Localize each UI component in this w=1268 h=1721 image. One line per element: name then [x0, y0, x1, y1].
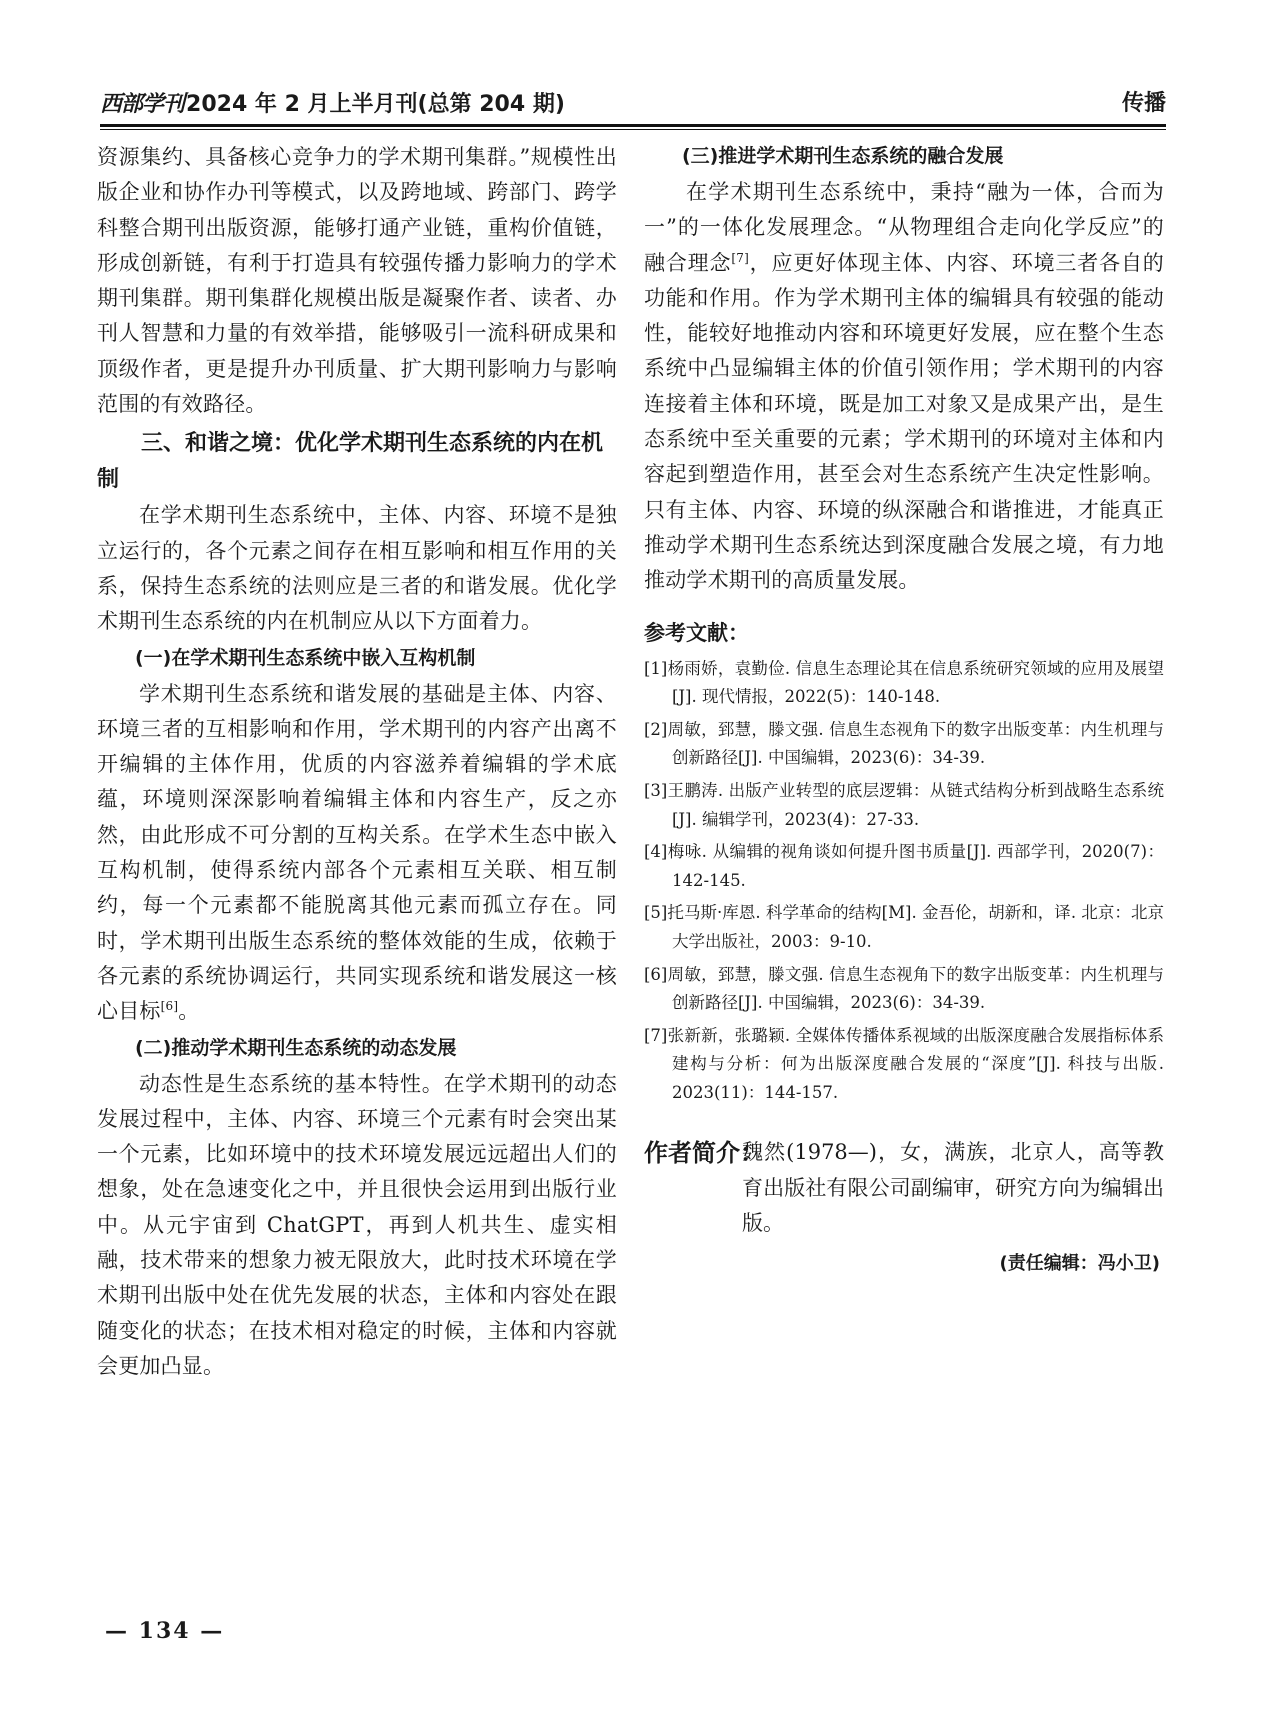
paragraph-text: 在学术期刊生态系统中，秉持“融为一体，合而为一”的一体化发展理念。“从物理组合走向化学反应”的融合理念 — [644, 180, 1164, 275]
header-rule-thin — [100, 129, 1166, 130]
paragraph: 在学术期刊生态系统中，主体、内容、环境不是独立运行的，各个元素之间存在相互影响和相互作用的关系，保持生态系统的法则应是三者的和谐发展。优化学术期刊生态系统的内在机制应从以下方面着力。 — [97, 503, 617, 634]
section-heading: 三、和谐之境：优化学术期刊生态系统的内在机制 — [97, 431, 604, 493]
subsection-heading: (二)推动学术期刊生态系统的动态发展 — [135, 1036, 457, 1059]
paragraph-text: 学术期刊生态系统和谐发展的基础是主体、内容、环境三者的互相影响和作用，学术期刊的内容产出离不开编辑的主体作用，优质的内容滋养着编辑的学术底蕴，环境则深深影响着编辑主体和内容生产，反之亦然，由此形成不可分割的互构关系。在学术生态中嵌入互构机制，使得系统内部各个元素相互关联、相互制约，每一个元素都不能脱离其他元素而孤立存在。同时，学术期刊出版生态系统的整体效能的生成，依赖于各元素的系统协调运行，共同实现系统和谐发展这一核心目标 — [97, 681, 617, 1024]
paragraph — [644, 175, 1164, 599]
references-heading: 参考文献： — [644, 620, 749, 645]
citation-ref: [7] — [731, 250, 749, 265]
reference-item: [4]梅咏. 从编辑的视角谈如何提升图书质量[J]. 西部学刊，2020(7)：142-145. — [644, 842, 1164, 890]
paragraph: 资源集约、具备核心竞争力的学术期刊集群。”规模性出版企业和协作办刊等模式，以及跨地域、跨部门、跨学科整合期刊出版资源，能够打通产业链，重构价值链，形成创新链，有利于打造具有较强传播力影响力的学术期刊集群。期刊集群化规模出版是凝聚作者、读者、办刊人智慧和力量的有效举措，能够吸引一流科研成果和顶级作者，更是提升办刊质量、扩大期刊影响力与影响范围的有效路径。 — [97, 145, 617, 417]
issue-info: 2024 年 2 月上半月刊(总第 204 期) — [186, 92, 565, 117]
section-name: 传播 — [1121, 91, 1166, 116]
reference-item: [1]杨雨娇，袁勤俭. 信息生态理论其在信息系统研究领域的应用及展望[J]. 现代情报，2022(5)：140-148. — [644, 658, 1164, 707]
author-bio — [644, 1135, 1164, 1241]
paragraph: 动态性是生态系统的基本特性。在学术期刊的动态发展过程中，主体、内容、环境三个元素有时会突出某一个元素，比如环境中的技术环境发展远远超出人们的想象，处在急速变化之中，并且很快会运用到出版行业中。从元宇宙到 ChatGPT，再到人机共生、虚实相融，技术带来的想象力被无限放大，此时技术环境在学术期刊出版中处在优先发展的状态，主体和内容处在跟随变化的状态；在技术相对稳定的时候，主体和内容就会更加凸显。 — [97, 1071, 617, 1378]
reference-item: [7]张新新，张璐颖. 全媒体传播体系视域的出版深度融合发展指标体系建构与分析：何为出版深度融合发展的“深度”[J]. 科技与出版. 2023(11)：144-157. — [644, 1025, 1164, 1102]
reference-item: [3]王鹏涛. 出版产业转型的底层逻辑：从链式结构分析到战略生态系统[J]. 编辑学刊，2023(4)：27-33. — [644, 780, 1164, 829]
author-bio-label: 作者简介： — [644, 1139, 764, 1168]
citation-ref: [6] — [160, 999, 179, 1014]
author-bio-text: 魏然(1978—)，女，满族，北京人，高等教育出版社有限公司副编审，研究方向为编辑出版。 — [742, 1140, 1164, 1236]
reference-list — [644, 655, 1164, 1108]
page-number: — 134 — — [105, 1618, 225, 1644]
subsection-heading: (三)推进学术期刊生态系统的融合发展 — [682, 145, 1004, 167]
left-column — [97, 140, 617, 1384]
subsection-heading: (一)在学术期刊生态系统中嵌入互构机制 — [135, 646, 476, 669]
paragraph-end: 。 — [178, 999, 200, 1024]
reference-item: [5]托马斯·库恩. 科学革命的结构[M]. 金吾伦，胡新和，译. 北京：北京大学出版社，2003：9-10. — [644, 903, 1164, 951]
running-header — [100, 86, 1166, 126]
journal-issue-line — [100, 86, 565, 123]
journal-logo: 西部学刊 — [100, 91, 185, 117]
reference-item: [2]周敏，郅慧，滕文强. 信息生态视角下的数字出版变革：内生机理与创新路径[J]. 中国编辑，2023(6)：34-39. — [644, 719, 1164, 768]
right-column — [644, 140, 1164, 1279]
reference-item: [6]周敏，郅慧，滕文强. 信息生态视角下的数字出版变革：内生机理与创新路径[J]. 中国编辑，2023(6)：34-39. — [644, 964, 1164, 1013]
responsible-editor: (责任编辑：冯小卫) — [999, 1253, 1160, 1275]
paragraph-text: ，应更好体现主体、内容、环境三者各自的功能和作用。作为学术期刊主体的编辑具有较强的能动性，能较好地推动内容和环境更好发展，应在整个生态系统中凸显编辑主体的价值引领作用；学术期刊的内容连接着主体和环境，既是加工对象又是成果产出，是生态系统中至关重要的元素；学术期刊的环境对主体和内容起到塑造作用，甚至会对生态系统产生决定性影响。只有主体、内容、环境的纵深融合和谐推进，才能真正推动学术期刊生态系统达到深度融合发展之境，有力地推动学术期刊的高质量发展。 — [644, 250, 1164, 593]
paragraph — [97, 677, 617, 1030]
header-rule-thick — [100, 124, 1166, 127]
